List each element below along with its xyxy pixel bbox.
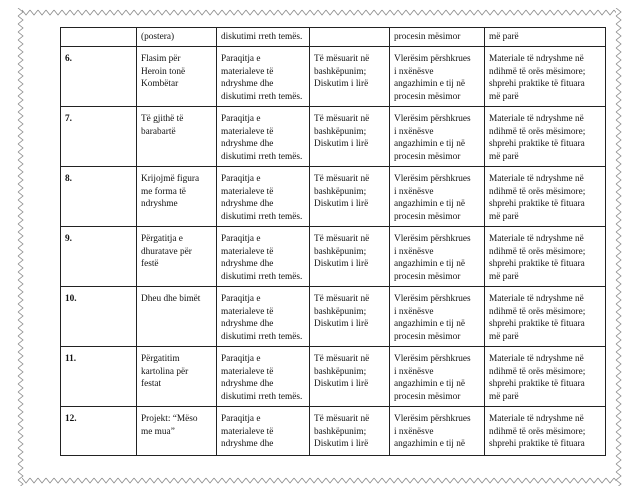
page-border-left: [16, 8, 26, 486]
cell-resources: Materiale të ndryshme në ndihmë të orës mësimore; shprehi praktike të fituara më parë: [485, 167, 606, 227]
cell-assessment: Vlerësim përshkrues i nxënësve angazhimin e tij në procesin mësimor: [390, 167, 485, 227]
cell-methodology: Të mësuarit në bashkëpunim; Diskutim i lirë: [310, 107, 390, 167]
cell-assessment: Vlerësim përshkrues i nxënësve angazhimin e tij në procesin mësimor: [390, 347, 485, 407]
cell-assessment: Vlerësim përshkrues i nxënësve angazhimin e tij në procesin mësimor: [390, 227, 485, 287]
cell-situation: Paraqitja e materialeve të ndryshme dhe diskutimi rreth temës.: [217, 47, 310, 107]
cell-methodology: Të mësuarit në bashkëpunim; Diskutim i lirë: [310, 167, 390, 227]
cell-topic: (postera): [137, 28, 217, 47]
table-row: [61, 107, 606, 167]
cell-situation: Paraqitja e materialeve të ndryshme dhe diskutimi rreth temës.: [217, 347, 310, 407]
cell-methodology: Të mësuarit në bashkëpunim; Diskutim i lirë: [310, 227, 390, 287]
cell-methodology: Të mësuarit në bashkëpunim; Diskutim i lirë: [310, 407, 390, 456]
cell-resources: më parë: [485, 28, 606, 47]
cell-resources: Materiale të ndryshme në ndihmë të orës mësimore; shprehi praktike të fituara më parë: [485, 227, 606, 287]
cell-situation: Paraqitja e materialeve të ndryshme dhe: [217, 407, 310, 456]
cell-assessment: Vlerësim përshkrues i nxënësve angazhimin e tij në procesin mësimor: [390, 107, 485, 167]
table-row: [61, 347, 606, 407]
page-border-right: [614, 8, 624, 486]
table-row: [61, 167, 606, 227]
cell-number: 6.: [61, 47, 137, 107]
page-border-top: [22, 8, 616, 18]
cell-assessment: procesin mësimor: [390, 28, 485, 47]
table-row: [61, 287, 606, 347]
page-border-bottom: [22, 476, 616, 486]
table-row: [61, 407, 606, 456]
cell-resources: Materiale të ndryshme në ndihmë të orës mësimore; shprehi praktike të fituara: [485, 407, 606, 456]
cell-methodology: Të mësuarit në bashkëpunim; Diskutim i lirë: [310, 47, 390, 107]
cell-situation: diskutimi rreth temës.: [217, 28, 310, 47]
cell-number: 8.: [61, 167, 137, 227]
cell-topic: Përgatitja e dhuratave për festë: [137, 227, 217, 287]
cell-methodology: [310, 28, 390, 47]
cell-assessment: Vlerësim përshkrues i nxënësve angazhimin e tij në procesin mësimor: [390, 47, 485, 107]
cell-topic: Të gjithë të barabartë: [137, 107, 217, 167]
cell-resources: Materiale të ndryshme në ndihmë të orës mësimore; shprehi praktike të fituara më parë: [485, 347, 606, 407]
table-row: [61, 47, 606, 107]
cell-topic: Projekt: “Mëso me mua”: [137, 407, 217, 456]
cell-resources: Materiale të ndryshme në ndihmë të orës mësimore; shprehi praktike të fituara më parë: [485, 107, 606, 167]
cell-topic: Përgatitim kartolina për festat: [137, 347, 217, 407]
cell-situation: Paraqitja e materialeve të ndryshme dhe diskutimi rreth temës.: [217, 227, 310, 287]
cell-number: 12.: [61, 407, 137, 456]
cell-situation: Paraqitja e materialeve të ndryshme dhe diskutimi rreth temës.: [217, 287, 310, 347]
cell-methodology: Të mësuarit në bashkëpunim; Diskutim i lirë: [310, 347, 390, 407]
cell-number: 9.: [61, 227, 137, 287]
cell-methodology: Të mësuarit në bashkëpunim; Diskutim i lirë: [310, 287, 390, 347]
lesson-plan-table: [60, 27, 606, 456]
cell-number: 7.: [61, 107, 137, 167]
cell-topic: Dheu dhe bimët: [137, 287, 217, 347]
cell-number: 11.: [61, 347, 137, 407]
cell-resources: Materiale të ndryshme në ndihmë të orës mësimore; shprehi praktike të fituara më parë: [485, 287, 606, 347]
table-row: [61, 227, 606, 287]
cell-situation: Paraqitja e materialeve të ndryshme dhe diskutimi rreth temës.: [217, 167, 310, 227]
cell-topic: Flasim për Heroin tonë Kombëtar: [137, 47, 217, 107]
cell-assessment: Vlerësim përshkrues i nxënësve angazhimin e tij në: [390, 407, 485, 456]
cell-number: [61, 28, 137, 47]
cell-topic: Krijojmë figura me forma të ndryshme: [137, 167, 217, 227]
cell-assessment: Vlerësim përshkrues i nxënësve angazhimin e tij në procesin mësimor: [390, 287, 485, 347]
cell-resources: Materiale të ndryshme në ndihmë të orës mësimore; shprehi praktike të fituara më parë: [485, 47, 606, 107]
table-row: [61, 28, 606, 47]
cell-number: 10.: [61, 287, 137, 347]
cell-situation: Paraqitja e materialeve të ndryshme dhe diskutimi rreth temës.: [217, 107, 310, 167]
